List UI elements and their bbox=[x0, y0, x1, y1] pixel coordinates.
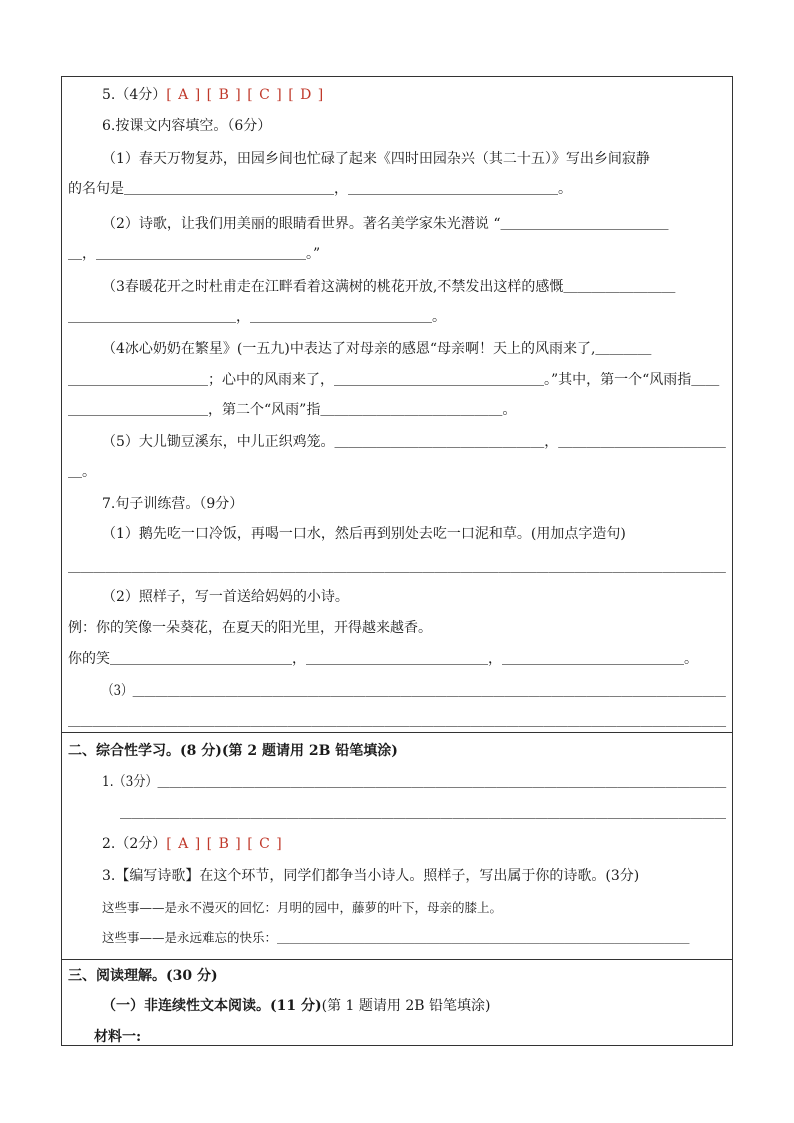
section-2-question-2-label: 2.（2分） bbox=[102, 836, 167, 852]
question-6-2-line2[interactable]: ＿，＿＿＿＿＿＿＿＿＿＿＿＿＿＿＿。” bbox=[68, 246, 321, 262]
section-2-question-1-answer-line[interactable]: ＿＿＿＿＿＿＿＿＿＿＿＿＿＿＿＿＿＿＿＿＿＿＿＿＿＿＿＿＿＿＿＿＿＿＿＿＿＿＿＿＿＿＿＿＿＿＿＿＿＿＿ bbox=[120, 805, 726, 821]
question-7-1: （1）鹅先吃一口冷饭，再喝一口水，然后再到别处去吃一口泥和草。(用加点字造句) bbox=[102, 526, 626, 542]
question-6-title: 6.按课文内容填空。（6分） bbox=[102, 118, 272, 134]
question-6-3-line2[interactable]: ＿＿＿＿＿＿＿＿＿＿＿＿，＿＿＿＿＿＿＿＿＿＿＿＿＿。 bbox=[68, 309, 446, 325]
section-3-subheading-title: （一）非连续性文本阅读。(11 分) bbox=[102, 998, 322, 1014]
question-7-2-answer-line[interactable]: 你的笑＿＿＿＿＿＿＿＿＿＿＿＿＿，＿＿＿＿＿＿＿＿＿＿＿＿＿，＿＿＿＿＿＿＿＿＿＿＿＿＿。 bbox=[68, 651, 698, 667]
question-6-4-line2[interactable]: ＿＿＿＿＿＿＿＿＿＿；心中的风雨来了，＿＿＿＿＿＿＿＿＿＿＿＿＿＿＿。”其中，第一个“风雨指＿＿ bbox=[68, 372, 720, 388]
section-comprehensive-learning bbox=[62, 732, 732, 959]
question-6-4-line1[interactable]: （4冰心奶奶在繁星》(一五九)中表达了对母亲的感恩“母亲啊！天上的风雨来了,＿＿＿＿ bbox=[102, 341, 652, 357]
question-6-1-line2[interactable]: 的名句是＿＿＿＿＿＿＿＿＿＿＿＿＿＿＿，＿＿＿＿＿＿＿＿＿＿＿＿＿＿＿。 bbox=[68, 181, 572, 197]
section-chinese-basics bbox=[62, 77, 732, 732]
question-6-2-line1[interactable]: （2）诗歌，让我们用美丽的眼睛看世界。著名美学家朱光潜说 “＿＿＿＿＿＿＿＿＿＿＿＿ bbox=[102, 216, 669, 232]
question-7-title: 7.句子训练营。（9分） bbox=[102, 496, 244, 512]
section-2-question-2-choices[interactable]: [ A ] [ B ] [ C ] bbox=[166, 836, 283, 852]
question-7-2: （2）照样子，写一首送给妈妈的小诗。 bbox=[102, 589, 349, 605]
question-5-label: 5.（4分） bbox=[102, 87, 167, 103]
section-2-question-3: 3.【编写诗歌】在这个环节，同学们都争当小诗人。照样子，写出属于你的诗歌。(3分) bbox=[102, 868, 640, 884]
question-7-2-example: 例：你的笑像一朵葵花，在夏天的阳光里，开得越来越香。 bbox=[68, 620, 432, 636]
section-reading-comprehension bbox=[62, 959, 732, 1047]
section-3-material-label: 材料一: bbox=[94, 1029, 142, 1045]
question-6-5-line2[interactable]: ＿。 bbox=[68, 464, 96, 480]
question-6-4-line3[interactable]: ＿＿＿＿＿＿＿＿＿＿，第二个“风雨”指＿＿＿＿＿＿＿＿＿＿＿＿＿。 bbox=[68, 402, 517, 418]
question-6-3-line1[interactable]: （3春暖花开之时杜甫走在江畔看着这满树的桃花开放,不禁发出这样的感慨＿＿＿＿＿＿＿＿ bbox=[102, 279, 676, 295]
section-3-heading: 三、阅读理解。(30 分) bbox=[68, 968, 218, 984]
section-3-subheading-note: (第 1 题请用 2B 铅笔填涂) bbox=[321, 998, 491, 1014]
section-2-question-3-answer-line[interactable]: 这些事——是永远难忘的快乐：＿＿＿＿＿＿＿＿＿＿＿＿＿＿＿＿＿＿＿＿＿＿＿＿＿＿＿＿＿＿＿＿＿ bbox=[102, 930, 690, 945]
section-3-subheading bbox=[102, 997, 490, 1015]
answer-sheet bbox=[61, 76, 733, 1046]
section-2-note: (第 2 题请用 2B 铅笔填涂) bbox=[221, 743, 398, 759]
question-6-1-line1: （1）春天万物复苏，田园乡间也忙碌了起来《四时田园杂兴（其二十五）》写出乡间寂静 bbox=[102, 151, 650, 167]
section-2-title: 二、综合性学习。(8 分) bbox=[68, 743, 222, 759]
section-2-heading bbox=[68, 742, 398, 760]
question-6-5-line1[interactable]: （5）大儿锄豆溪东，中儿正织鸡笼。＿＿＿＿＿＿＿＿＿＿＿＿＿＿＿，＿＿＿＿＿＿＿＿＿＿＿＿ bbox=[102, 434, 726, 450]
section-2-question-1[interactable]: 1.（3分）＿＿＿＿＿＿＿＿＿＿＿＿＿＿＿＿＿＿＿＿＿＿＿＿＿＿＿＿＿＿＿＿＿＿＿＿＿＿＿＿＿＿＿＿＿＿＿ bbox=[102, 774, 727, 790]
section-2-question-2 bbox=[102, 835, 283, 853]
question-5 bbox=[102, 86, 324, 104]
question-7-3-line1[interactable]: （3）＿＿＿＿＿＿＿＿＿＿＿＿＿＿＿＿＿＿＿＿＿＿＿＿＿＿＿＿＿＿＿＿＿＿＿＿＿＿＿＿＿＿＿＿＿＿＿＿＿＿＿ bbox=[102, 683, 726, 699]
question-5-choices[interactable]: [ A ] [ B ] [ C ] [ D ] bbox=[166, 87, 325, 103]
question-7-3-line2[interactable]: ＿＿＿＿＿＿＿＿＿＿＿＿＿＿＿＿＿＿＿＿＿＿＿＿＿＿＿＿＿＿＿＿＿＿＿＿＿＿＿＿＿＿＿＿＿＿＿＿＿＿＿＿＿＿ bbox=[68, 713, 727, 729]
question-7-1-answer-line[interactable]: ＿＿＿＿＿＿＿＿＿＿＿＿＿＿＿＿＿＿＿＿＿＿＿＿＿＿＿＿＿＿＿＿＿＿＿＿＿＿＿＿＿＿＿＿＿＿＿＿＿＿＿＿ bbox=[68, 559, 726, 575]
section-2-question-3-example: 这些事——是永不漫灭的回忆：月明的园中，藤萝的叶下，母亲的膝上。 bbox=[102, 900, 503, 915]
